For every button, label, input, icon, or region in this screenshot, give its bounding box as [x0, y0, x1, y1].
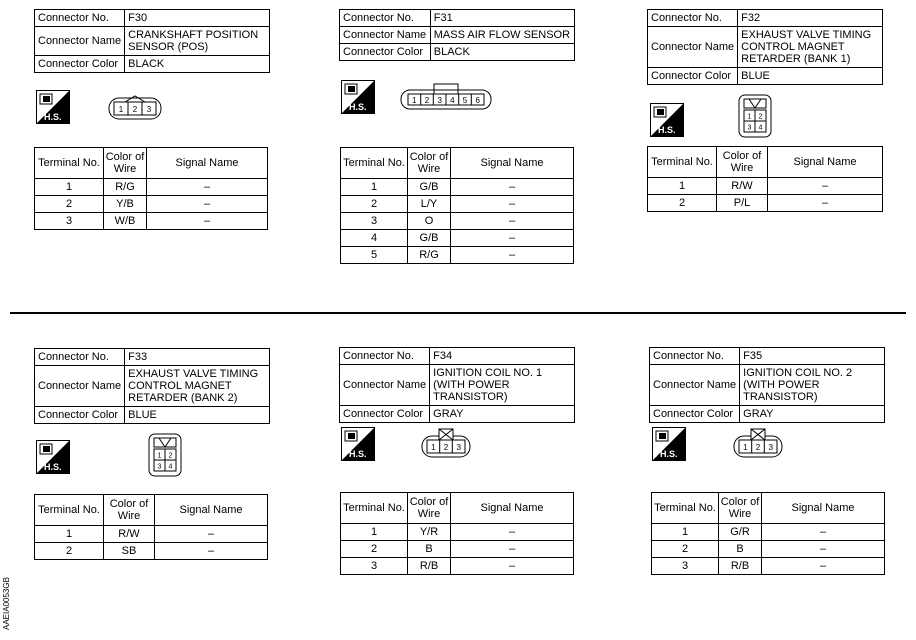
figure-code: AAEIA0053GB: [2, 577, 11, 630]
pin-label: 3: [768, 443, 773, 452]
pin-label: 2: [758, 113, 763, 121]
connector-f35-info: [649, 347, 885, 423]
terminal-no-header: Terminal No.: [341, 148, 408, 179]
connector-f31-face-icon: [400, 82, 492, 110]
connector-color-value: BLACK: [430, 44, 574, 61]
pin-label: 1: [412, 96, 417, 105]
connector-name-label: Connector Name: [648, 27, 738, 68]
connector-color-value: GRAY: [740, 406, 885, 423]
terminal-no-header: Terminal No.: [648, 147, 717, 178]
signal-name-header: Signal Name: [147, 148, 268, 179]
connector-no-value: F35: [740, 348, 885, 365]
connector-color-value: BLACK: [125, 56, 270, 73]
connector-color-label: Connector Color: [340, 406, 430, 423]
table-row: 2 Y/B –: [35, 196, 268, 213]
color-of-wire-header: Color of Wire: [408, 493, 451, 524]
connector-color-label: Connector Color: [648, 68, 738, 85]
pin-label: 4: [758, 124, 763, 132]
color-of-wire-header: Color of Wire: [719, 493, 762, 524]
signal-name-header: Signal Name: [768, 147, 883, 178]
color-of-wire-header: Color of Wire: [104, 495, 155, 526]
table-row: 2 SB –: [35, 543, 268, 560]
connector-color-label: Connector Color: [35, 56, 125, 73]
color-of-wire-header: Color of Wire: [104, 148, 147, 179]
pin-label: 2: [424, 96, 430, 105]
table-row: 1 R/G –: [35, 179, 268, 196]
table-row: 2 P/L –: [648, 195, 883, 212]
table-row: 1 G/B –: [341, 179, 574, 196]
connector-name-value: IGNITION COIL NO. 2 (WITH POWER TRANSISTOR): [740, 365, 885, 406]
pin-label: 3: [747, 124, 752, 132]
pin-label: 1: [431, 443, 436, 452]
connector-name-label: Connector Name: [340, 365, 430, 406]
signal-name-header: Signal Name: [762, 493, 885, 524]
connector-name-label: Connector Name: [35, 366, 125, 407]
connector-name-value: MASS AIR FLOW SENSOR: [430, 27, 574, 44]
connector-no-label: Connector No.: [340, 348, 430, 365]
terminal-no-header: Terminal No.: [652, 493, 719, 524]
terminal-table-f30: [34, 147, 268, 230]
hs-badge-text: H.S.: [658, 125, 676, 135]
terminal-table-f33: [34, 494, 268, 560]
connector-name-value: IGNITION COIL NO. 1 (WITH POWER TRANSISTOR): [430, 365, 575, 406]
harness-side-icon: [36, 90, 70, 124]
pin-label: 2: [168, 452, 173, 460]
connector-color-label: Connector Color: [35, 407, 125, 424]
pin-label: 1: [743, 443, 748, 452]
connector-no-label: Connector No.: [648, 10, 738, 27]
connector-color-value: GRAY: [430, 406, 575, 423]
connector-color-label: Connector Color: [650, 406, 740, 423]
connector-no-value: F30: [125, 10, 270, 27]
table-row: 3 W/B –: [35, 213, 268, 230]
connector-f32-info: [647, 9, 883, 85]
signal-name-header: Signal Name: [451, 493, 574, 524]
connector-no-value: F31: [430, 10, 574, 27]
connector-f31-info: [339, 9, 575, 61]
terminal-table-f34: [340, 492, 574, 575]
connector-no-label: Connector No.: [340, 10, 431, 27]
harness-side-icon: [341, 80, 375, 114]
table-row: 3 R/B –: [341, 558, 574, 575]
connector-f33-face-icon: [148, 433, 182, 477]
table-row: 4 G/B –: [341, 230, 574, 247]
table-row: 1 G/R –: [652, 524, 885, 541]
hs-badge-text: H.S.: [349, 102, 367, 112]
connector-f34-face-icon: [421, 428, 471, 458]
pin-label: 3: [437, 96, 442, 105]
pin-label: 4: [450, 96, 455, 105]
connector-color-label: Connector Color: [340, 44, 431, 61]
hs-badge-text: H.S.: [349, 449, 367, 459]
pin-label: 5: [462, 96, 468, 105]
table-row: 1 Y/R –: [341, 524, 574, 541]
pin-label: 6: [475, 96, 480, 105]
connector-no-value: F34: [430, 348, 575, 365]
harness-side-icon: [650, 103, 684, 137]
pin-label: 2: [755, 443, 761, 452]
color-of-wire-header: Color of Wire: [408, 148, 451, 179]
terminal-no-header: Terminal No.: [35, 495, 104, 526]
connector-f33-info: [34, 348, 270, 424]
pin-label: 1: [118, 105, 124, 114]
connector-name-label: Connector Name: [340, 27, 431, 44]
terminal-no-header: Terminal No.: [341, 493, 408, 524]
connector-f30-face-icon: [108, 93, 162, 121]
terminal-table-f31: [340, 147, 574, 264]
connector-f34-info: [339, 347, 575, 423]
hs-badge-text: H.S.: [660, 449, 678, 459]
pin-label: 1: [747, 113, 752, 121]
connector-name-label: Connector Name: [35, 27, 125, 56]
connector-no-value: F32: [738, 10, 883, 27]
table-row: 2 B –: [341, 541, 574, 558]
connector-name-value: EXHAUST VALVE TIMING CONTROL MAGNET RETARDER (BANK 1): [738, 27, 883, 68]
table-row: 2 B –: [652, 541, 885, 558]
hs-badge-text: H.S.: [44, 112, 62, 122]
table-row: 1 R/W –: [35, 526, 268, 543]
pin-label: 2: [132, 105, 138, 114]
connector-f35-face-icon: [733, 428, 783, 458]
hs-badge-text: H.S.: [44, 462, 62, 472]
harness-side-icon: [341, 427, 375, 461]
connector-name-label: Connector Name: [650, 365, 740, 406]
connector-f30-info: [34, 9, 270, 73]
table-row: 5 R/G –: [341, 247, 574, 264]
pin-label: 3: [146, 105, 152, 114]
color-of-wire-header: Color of Wire: [717, 147, 768, 178]
pin-label: 1: [157, 452, 162, 460]
connector-color-value: BLUE: [738, 68, 883, 85]
connector-no-label: Connector No.: [650, 348, 740, 365]
terminal-table-f32: [647, 146, 883, 212]
connector-color-value: BLUE: [125, 407, 270, 424]
table-row: 2 L/Y –: [341, 196, 574, 213]
signal-name-header: Signal Name: [451, 148, 574, 179]
signal-name-header: Signal Name: [155, 495, 268, 526]
connector-no-label: Connector No.: [35, 10, 125, 27]
connector-no-value: F33: [125, 349, 270, 366]
table-row: 3 O –: [341, 213, 574, 230]
table-row: 1 R/W –: [648, 178, 883, 195]
pin-label: 2: [443, 443, 449, 452]
pin-label: 4: [168, 463, 173, 471]
connector-name-value: CRANKSHAFT POSITION SENSOR (POS): [125, 27, 270, 56]
connector-f32-face-icon: [738, 94, 772, 138]
harness-side-icon: [652, 427, 686, 461]
terminal-table-f35: [651, 492, 885, 575]
connector-no-label: Connector No.: [35, 349, 125, 366]
section-divider: [10, 312, 906, 314]
connector-name-value: EXHAUST VALVE TIMING CONTROL MAGNET RETARDER (BANK 2): [125, 366, 270, 407]
pin-label: 3: [157, 463, 162, 471]
table-row: 3 R/B –: [652, 558, 885, 575]
harness-side-icon: [36, 440, 70, 474]
terminal-no-header: Terminal No.: [35, 148, 104, 179]
pin-label: 3: [456, 443, 461, 452]
